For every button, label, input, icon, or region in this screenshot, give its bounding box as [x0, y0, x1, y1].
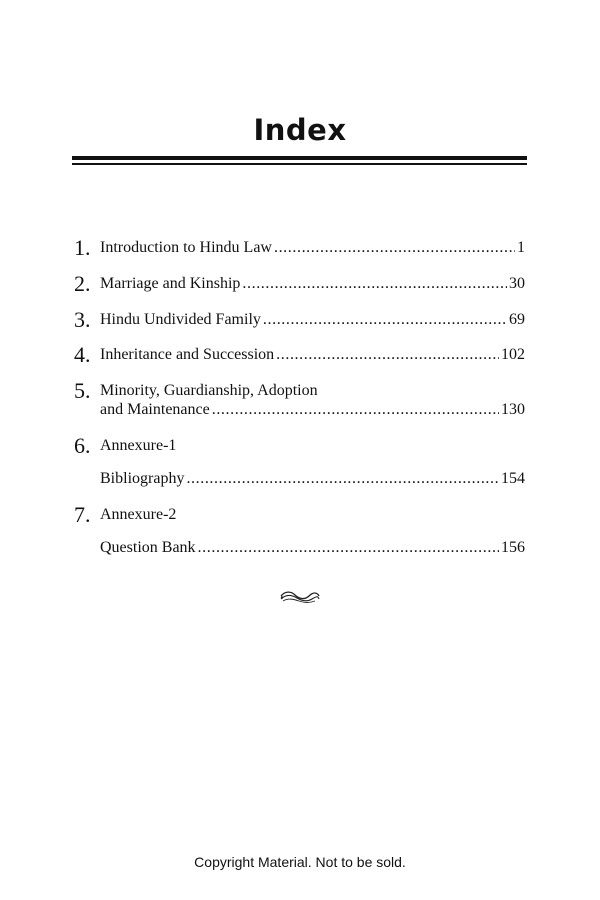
entry-page-number: 69	[509, 311, 525, 328]
entry-heading: Annexure-2	[100, 506, 177, 523]
entry-number: 6.	[74, 433, 91, 458]
entry-page-number: 30	[509, 275, 525, 292]
entry-label: Question Bank	[100, 539, 196, 556]
index-entry-3	[0, 301, 600, 331]
index-entry-2	[0, 265, 600, 295]
index-entry-7-sub	[0, 529, 600, 559]
entry-row[interactable]	[100, 401, 525, 419]
index-entry-6	[0, 427, 600, 457]
index-entry-4	[0, 336, 600, 366]
swirl-flourish-icon	[279, 588, 321, 606]
index-entry-1	[0, 229, 600, 259]
entry-label: Hindu Undivided Family	[100, 311, 261, 328]
entry-row[interactable]	[100, 470, 525, 488]
entry-number: 7.	[74, 502, 91, 527]
entry-label: Marriage and Kinship	[100, 275, 241, 292]
entry-page-number: 156	[501, 539, 525, 556]
entry-label: Bibliography	[100, 470, 185, 487]
page-title: Index	[253, 113, 347, 147]
index-entry-5-continued	[0, 391, 600, 421]
dot-leader	[242, 275, 507, 293]
entry-number: 4.	[74, 342, 91, 367]
dot-leader	[274, 239, 515, 257]
index-entry-7	[0, 496, 600, 526]
entry-row[interactable]	[100, 539, 525, 557]
entry-number: 3.	[74, 307, 91, 332]
dot-leader	[276, 346, 499, 364]
entry-page-number: 154	[501, 470, 525, 487]
entry-page-number: 1	[517, 239, 525, 256]
dot-leader	[198, 539, 499, 557]
index-entry-6-sub	[0, 460, 600, 490]
copyright-footer: Copyright Material. Not to be sold.	[194, 854, 406, 870]
entry-row[interactable]	[100, 275, 525, 293]
entry-page-number: 102	[501, 346, 525, 363]
entry-page-number: 130	[501, 401, 525, 418]
entry-label: Introduction to Hindu Law	[100, 239, 272, 256]
entry-number: 5.	[74, 378, 91, 403]
entry-number: 2.	[74, 271, 91, 296]
dot-leader	[186, 470, 499, 488]
title-rule-thick	[72, 156, 527, 160]
entry-row[interactable]	[100, 346, 525, 364]
dot-leader	[263, 311, 507, 329]
dot-leader	[212, 401, 499, 419]
entry-number: 1.	[74, 235, 91, 260]
title-rule-thin	[72, 163, 527, 165]
entry-label: Inheritance and Succession	[100, 346, 275, 363]
entry-label: and Maintenance	[100, 401, 210, 418]
entry-row[interactable]	[100, 311, 525, 329]
entry-label-line1: Minority, Guardianship, Adoption	[100, 382, 318, 399]
entry-row[interactable]	[100, 239, 525, 257]
entry-heading: Annexure-1	[100, 437, 177, 454]
